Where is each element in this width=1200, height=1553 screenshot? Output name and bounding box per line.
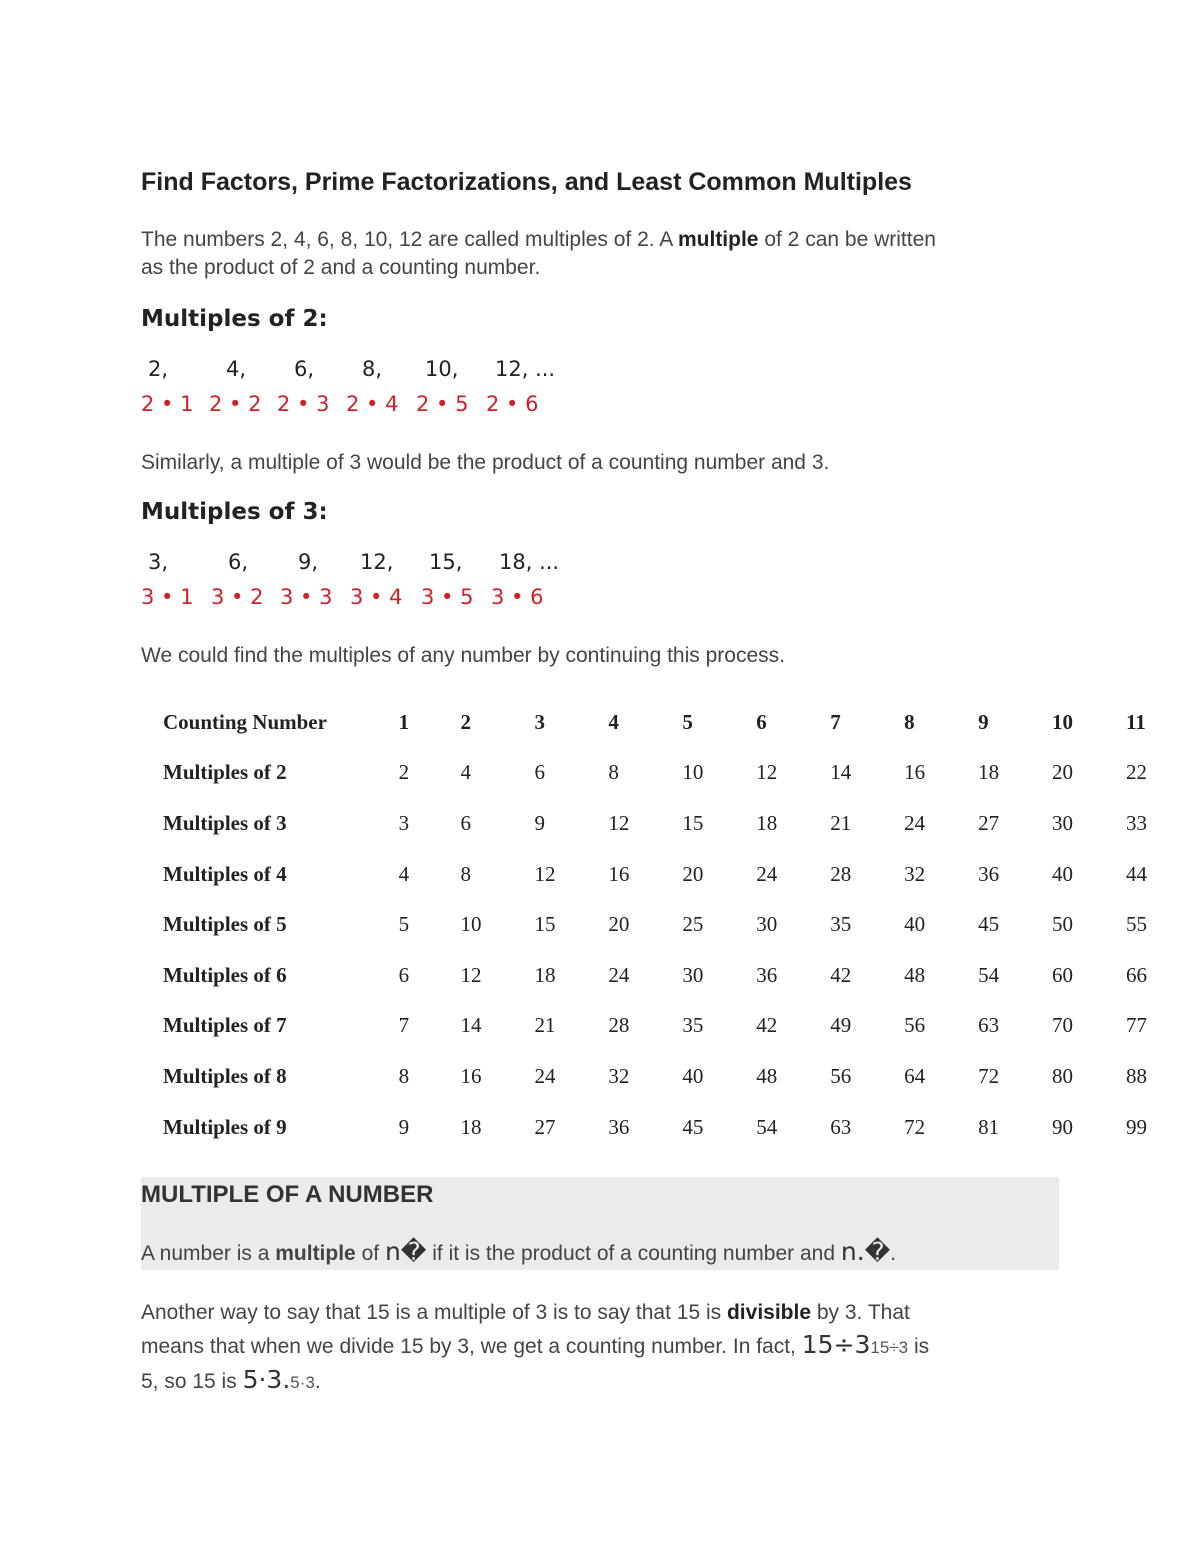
table-cell: 40 bbox=[904, 912, 926, 937]
table-cell: 63 bbox=[830, 1114, 852, 1139]
intro-text: as the product of 2 and a counting number. bbox=[141, 256, 541, 279]
header-cell: 7 bbox=[830, 709, 841, 734]
table-cell: 18 bbox=[756, 810, 778, 835]
header-cell: 9 bbox=[978, 709, 989, 734]
divisible-term: divisible bbox=[726, 1301, 812, 1324]
table-cell: 35 bbox=[682, 1013, 704, 1038]
table-cell: 50 bbox=[1052, 912, 1074, 937]
table-cell: 72 bbox=[978, 1063, 1000, 1088]
product-expression: 2 • 3 bbox=[277, 392, 330, 416]
table-cell: 12 bbox=[608, 810, 630, 835]
table-cell: 56 bbox=[904, 1013, 926, 1038]
callout-text: A number is a bbox=[141, 1242, 276, 1265]
table-cell: 54 bbox=[978, 962, 1000, 987]
table-row bbox=[163, 798, 1200, 849]
table-row bbox=[163, 1102, 1200, 1153]
table-cell: 16 bbox=[608, 861, 630, 886]
table-cell: 18 bbox=[978, 760, 1000, 785]
multiple-value: 6, bbox=[294, 357, 315, 381]
multiples-of-3-heading: Multiples of 3: bbox=[141, 499, 328, 525]
table-cell: 24 bbox=[534, 1063, 556, 1088]
table-cell: 16 bbox=[904, 760, 926, 785]
multiple-value: 3, bbox=[148, 550, 169, 574]
table-cell: 77 bbox=[1125, 1013, 1147, 1038]
table-cell: 40 bbox=[1052, 861, 1074, 886]
table-cell: 55 bbox=[1125, 912, 1147, 937]
multiple-value: 8, bbox=[362, 357, 383, 381]
table-row bbox=[163, 899, 1200, 950]
callout-text: of bbox=[355, 1242, 385, 1265]
product-expression: 3 • 4 bbox=[350, 585, 403, 609]
table-cell: 28 bbox=[830, 861, 852, 886]
divisible-text: . bbox=[314, 1370, 321, 1393]
math-variable-n: n.� bbox=[840, 1237, 891, 1266]
header-label: Counting Number bbox=[163, 709, 327, 734]
product-expression: 2 • 1 bbox=[141, 392, 194, 416]
table-cell: 9 bbox=[398, 1114, 410, 1139]
table-cell: 36 bbox=[756, 962, 778, 987]
table-cell: 21 bbox=[830, 810, 852, 835]
table-cell: 3 bbox=[398, 810, 410, 835]
product-expression: 3 • 2 bbox=[211, 585, 264, 609]
row-label: Multiples of 7 bbox=[163, 1013, 287, 1038]
multiple-value: 9, bbox=[298, 550, 319, 574]
table-cell: 36 bbox=[978, 861, 1000, 886]
product-expression: 3 • 3 bbox=[280, 585, 333, 609]
table-cell: 63 bbox=[978, 1013, 1000, 1038]
table-cell: 20 bbox=[1052, 760, 1074, 785]
divisible-text: means that when we divide 15 by 3, we get a counting number. In fact, bbox=[141, 1335, 802, 1358]
table-cell: 2 bbox=[398, 760, 410, 785]
multiple-value: 18, ... bbox=[499, 550, 560, 574]
table-cell: 7 bbox=[398, 1013, 410, 1038]
table-cell: 12 bbox=[756, 760, 778, 785]
table-cell: 30 bbox=[756, 912, 778, 937]
table-cell: 66 bbox=[1125, 962, 1147, 987]
math-expression: 5·3. bbox=[242, 1365, 291, 1394]
continue-paragraph: We could find the multiples of any number by continuing this process. bbox=[141, 644, 785, 667]
table-cell: 24 bbox=[608, 962, 630, 987]
table-cell: 6 bbox=[534, 760, 545, 785]
multiples-of-3-numbers bbox=[0, 550, 700, 580]
definition-callout bbox=[141, 1177, 1059, 1270]
math-expression-alt: 5·3 bbox=[290, 1373, 315, 1392]
product-expression: 2 • 6 bbox=[486, 392, 539, 416]
table-cell: 24 bbox=[904, 810, 926, 835]
table-cell: 42 bbox=[756, 1013, 778, 1038]
table-cell: 20 bbox=[682, 861, 704, 886]
page-title: Find Factors, Prime Factorizations, and Least Common Multiples bbox=[141, 168, 912, 196]
row-label: Multiples of 2 bbox=[163, 760, 287, 785]
callout-text: if it is the product of a counting number and bbox=[426, 1242, 841, 1265]
table-cell: 40 bbox=[682, 1063, 704, 1088]
table-cell: 70 bbox=[1052, 1013, 1074, 1038]
math-expression-alt: 15÷3 bbox=[870, 1338, 909, 1357]
multiple-value: 4, bbox=[226, 357, 247, 381]
multiple-value: 15, bbox=[429, 550, 463, 574]
math-expression: 15÷3 bbox=[801, 1330, 871, 1359]
table-cell: 56 bbox=[830, 1063, 852, 1088]
header-cell: 10 bbox=[1052, 709, 1074, 734]
table-cell: 10 bbox=[460, 912, 482, 937]
table-row bbox=[163, 849, 1200, 900]
table-cell: 80 bbox=[1052, 1063, 1074, 1088]
table-cell: 48 bbox=[756, 1063, 778, 1088]
table-cell: 25 bbox=[682, 912, 704, 937]
divisible-text: 5, so 15 is bbox=[141, 1370, 243, 1393]
table-cell: 81 bbox=[978, 1114, 1000, 1139]
table-cell: 28 bbox=[608, 1013, 630, 1038]
multiple-value: 2, bbox=[148, 357, 169, 381]
product-expression: 2 • 2 bbox=[209, 392, 262, 416]
header-cell: 11 bbox=[1125, 709, 1146, 734]
table-cell: 6 bbox=[398, 962, 410, 987]
header-cell: 2 bbox=[460, 709, 472, 734]
multiple-value: 12, bbox=[360, 550, 394, 574]
intro-text: The numbers 2, 4, 6, 8, 10, 12 are called multiples of 2. A bbox=[141, 228, 678, 251]
table-cell: 32 bbox=[904, 861, 926, 886]
math-variable-n: n� bbox=[384, 1237, 427, 1266]
product-expression: 2 • 4 bbox=[346, 392, 399, 416]
divisible-paragraph bbox=[141, 1297, 929, 1399]
row-label: Multiples of 9 bbox=[163, 1114, 287, 1139]
table-cell: 12 bbox=[534, 861, 556, 886]
table-cell: 24 bbox=[756, 861, 778, 886]
multiples-of-3-products bbox=[0, 585, 700, 615]
multiple-value: 12, ... bbox=[495, 357, 556, 381]
multiples-of-2-products bbox=[0, 392, 700, 422]
divisible-text: is bbox=[908, 1335, 930, 1358]
multiples-of-2-heading: Multiples of 2: bbox=[141, 306, 328, 332]
table-cell: 20 bbox=[608, 912, 630, 937]
table-cell: 4 bbox=[398, 861, 410, 886]
multiple-term: multiple bbox=[275, 1242, 356, 1265]
table-cell: 15 bbox=[534, 912, 556, 937]
header-cell: 5 bbox=[682, 709, 693, 734]
table-cell: 48 bbox=[904, 962, 926, 987]
table-cell: 16 bbox=[460, 1063, 482, 1088]
table-cell: 44 bbox=[1125, 861, 1147, 886]
table-cell: 5 bbox=[398, 912, 410, 937]
table-cell: 88 bbox=[1125, 1063, 1147, 1088]
table-cell: 45 bbox=[682, 1114, 704, 1139]
table-cell: 14 bbox=[830, 760, 852, 785]
multiple-term: multiple bbox=[677, 228, 759, 251]
multiples-of-2-numbers bbox=[0, 357, 700, 387]
table-cell: 22 bbox=[1125, 760, 1147, 785]
table-cell: 72 bbox=[904, 1114, 926, 1139]
table-cell: 27 bbox=[978, 810, 1000, 835]
table-cell: 21 bbox=[534, 1013, 556, 1038]
table-cell: 10 bbox=[682, 760, 704, 785]
table-cell: 36 bbox=[608, 1114, 630, 1139]
header-cell: 6 bbox=[756, 709, 767, 734]
table-cell: 8 bbox=[398, 1063, 410, 1088]
table-cell: 18 bbox=[534, 962, 556, 987]
header-cell: 1 bbox=[398, 709, 410, 734]
table-cell: 45 bbox=[978, 912, 1000, 937]
callout-heading: MULTIPLE OF A NUMBER bbox=[141, 1181, 434, 1208]
similarly-paragraph: Similarly, a multiple of 3 would be the product of a counting number and 3. bbox=[141, 451, 830, 474]
product-expression: 3 • 6 bbox=[491, 585, 544, 609]
divisible-text: Another way to say that 15 is a multiple of 3 is to say that 15 is bbox=[141, 1301, 727, 1324]
row-label: Multiples of 3 bbox=[163, 810, 287, 835]
divisible-text: by 3. That bbox=[811, 1301, 910, 1324]
callout-text: . bbox=[890, 1242, 897, 1265]
table-cell: 8 bbox=[608, 760, 619, 785]
table-cell: 35 bbox=[830, 912, 852, 937]
table-row bbox=[163, 1001, 1200, 1052]
table-cell: 9 bbox=[534, 810, 545, 835]
table-cell: 30 bbox=[682, 962, 704, 987]
row-label: Multiples of 5 bbox=[163, 912, 287, 937]
row-label: Multiples of 6 bbox=[163, 962, 287, 987]
table-cell: 90 bbox=[1052, 1114, 1074, 1139]
header-cell: 3 bbox=[534, 709, 545, 734]
product-expression: 3 • 1 bbox=[141, 585, 194, 609]
table-cell: 42 bbox=[830, 962, 852, 987]
multiples-table bbox=[163, 697, 1200, 1152]
header-cell: 4 bbox=[608, 709, 619, 734]
table-header-row bbox=[163, 697, 1200, 748]
table-row bbox=[163, 748, 1200, 799]
table-cell: 18 bbox=[460, 1114, 482, 1139]
table-row bbox=[163, 1051, 1200, 1102]
table-cell: 6 bbox=[460, 810, 472, 835]
intro-paragraph bbox=[141, 226, 936, 282]
row-label: Multiples of 8 bbox=[163, 1063, 287, 1088]
callout-definition bbox=[141, 1237, 896, 1266]
table-cell: 27 bbox=[534, 1114, 556, 1139]
table-cell: 8 bbox=[460, 861, 472, 886]
multiple-value: 10, bbox=[425, 357, 459, 381]
table-cell: 14 bbox=[460, 1013, 482, 1038]
table-cell: 99 bbox=[1125, 1114, 1147, 1139]
multiple-value: 6, bbox=[228, 550, 249, 574]
intro-text: of 2 can be written bbox=[758, 228, 936, 251]
table-cell: 64 bbox=[904, 1063, 926, 1088]
product-expression: 3 • 5 bbox=[421, 585, 474, 609]
table-cell: 33 bbox=[1125, 810, 1147, 835]
table-cell: 12 bbox=[460, 962, 482, 987]
row-label: Multiples of 4 bbox=[163, 861, 287, 886]
product-expression: 2 • 5 bbox=[416, 392, 469, 416]
table-cell: 30 bbox=[1052, 810, 1074, 835]
table-cell: 60 bbox=[1052, 962, 1074, 987]
table-row bbox=[163, 950, 1200, 1001]
table-cell: 32 bbox=[608, 1063, 630, 1088]
table-cell: 4 bbox=[460, 760, 472, 785]
header-cell: 8 bbox=[904, 709, 915, 734]
table-cell: 15 bbox=[682, 810, 704, 835]
table-cell: 54 bbox=[756, 1114, 778, 1139]
table-cell: 49 bbox=[830, 1013, 852, 1038]
